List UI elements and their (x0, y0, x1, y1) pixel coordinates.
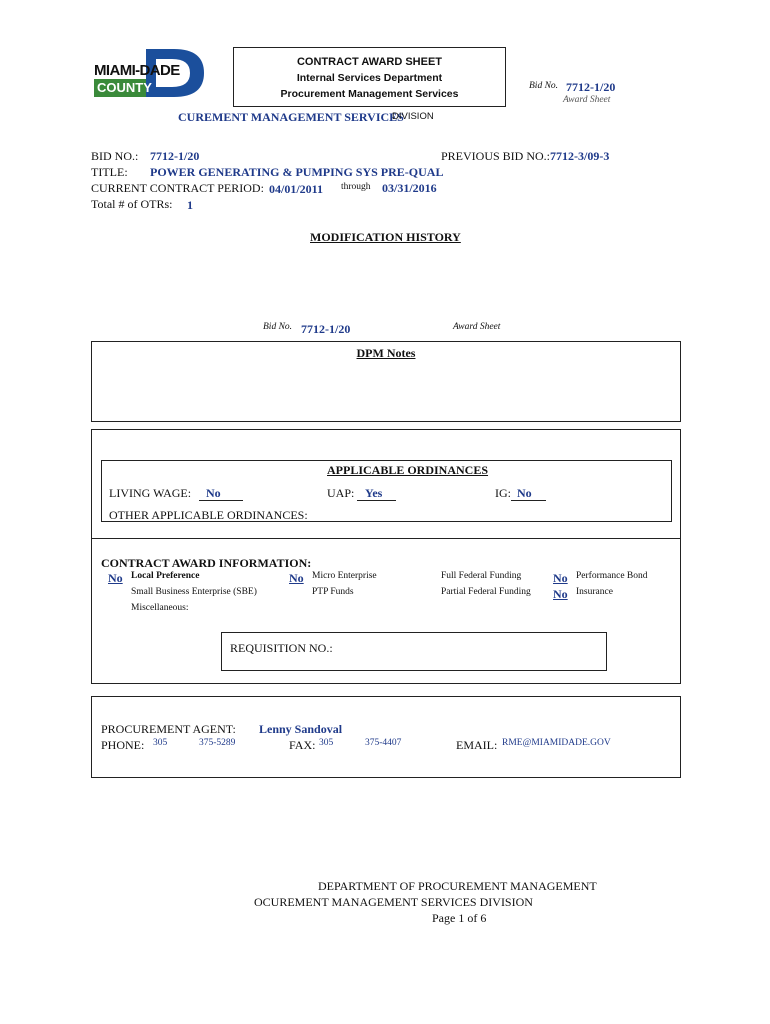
requisition-box (221, 632, 607, 671)
full-federal-funding-label: Full Federal Funding (441, 571, 522, 581)
requisition-label: REQUISITION NO.: (230, 641, 333, 655)
miscellaneous-label: Miscellaneous: (131, 603, 189, 613)
footer-page-number: Page 1 of 6 (432, 911, 487, 925)
division-name: CUREMENT MANAGEMENT SERVICES (178, 110, 404, 124)
performance-bond-value: No (553, 571, 568, 585)
otr-label: Total # of OTRs: (91, 197, 173, 211)
phone-area: 305 (153, 738, 168, 748)
second-bid-label: Bid No. (263, 322, 293, 332)
contract-period-start: 04/01/2011 (269, 182, 324, 196)
logo-text-bottom: COUNTY (97, 80, 152, 95)
uap-label: UAP: (327, 486, 355, 500)
ordinances-heading: APPLICABLE ORDINANCES (327, 463, 489, 477)
previous-bid-value: 7712-3/09-3 (550, 149, 610, 163)
header-award-sheet: Award Sheet (563, 95, 611, 105)
living-wage-label: LIVING WAGE: (109, 486, 192, 500)
miami-dade-logo (94, 47, 206, 99)
living-wage-underline (199, 500, 243, 501)
award-info-heading: CONTRACT AWARD INFORMATION: (101, 556, 312, 570)
ordinances-inner-box (101, 460, 672, 522)
second-award-sheet: Award Sheet (453, 322, 501, 332)
email-label: EMAIL: (456, 738, 498, 752)
header-title: CONTRACT AWARD SHEET (296, 56, 443, 68)
contract-period-end: 03/31/2016 (382, 181, 437, 195)
header-box (233, 47, 506, 107)
fax-number: 375-4407 (365, 738, 402, 748)
other-ordinances-label: OTHER APPLICABLE ORDINANCES: (109, 508, 308, 522)
procurement-agent-label: PROCUREMENT AGENT: (101, 722, 236, 736)
partial-federal-funding-label: Partial Federal Funding (441, 587, 531, 597)
insurance-label: Insurance (576, 587, 613, 597)
header-bid-no: 7712-1/20 (566, 80, 616, 94)
contract-period-label: CURRENT CONTRACT PERIOD: (91, 181, 264, 195)
contract-period-through: through (341, 182, 371, 192)
local-preference-value: No (108, 571, 123, 585)
header-dept: Internal Services Department (296, 72, 443, 84)
local-preference-label: Local Preference (131, 571, 200, 581)
otr-value: 1 (187, 198, 193, 212)
bid-no-label: BID NO.: (91, 149, 139, 163)
fax-area: 305 (319, 738, 334, 748)
micro-enterprise-value: No (289, 571, 304, 585)
sbe-label: Small Business Enterprise (SBE) (131, 587, 257, 597)
title-label: TITLE: (91, 165, 128, 179)
insurance-value: No (553, 587, 568, 601)
bid-no-value: 7712-1/20 (150, 149, 200, 163)
award-info-divider (91, 538, 681, 539)
micro-enterprise-label: Micro Enterprise (312, 571, 377, 581)
uap-underline (357, 500, 396, 501)
footer-department: DEPARTMENT OF PROCUREMENT MANAGEMENT (318, 879, 597, 893)
uap-value: Yes (365, 486, 383, 500)
division-suffix: DIVISION (392, 111, 434, 122)
header-bid-label: Bid No. (529, 81, 559, 91)
second-bid-no: 7712-1/20 (301, 322, 351, 336)
agent-box (91, 696, 681, 778)
logo-text-top: MIAMI-DADE (94, 62, 180, 79)
fax-label: FAX: (289, 738, 316, 752)
phone-label: PHONE: (101, 738, 145, 752)
footer-division: OCUREMENT MANAGEMENT SERVICES DIVISION (254, 895, 533, 909)
header-division: Procurement Management Services (280, 88, 459, 100)
ptp-funds-label: PTP Funds (312, 587, 354, 597)
procurement-agent-name: Lenny Sandoval (259, 722, 343, 736)
title-value: POWER GENERATING & PUMPING SYS PRE-QUAL (150, 165, 444, 179)
dpm-notes-box (91, 341, 681, 422)
living-wage-value: No (206, 486, 221, 500)
dpm-notes-heading: DPM Notes (356, 346, 416, 360)
performance-bond-label: Performance Bond (576, 571, 648, 581)
ig-label: IG: (495, 486, 511, 500)
previous-bid-label: PREVIOUS BID NO.: (441, 149, 551, 163)
ig-underline (511, 500, 546, 501)
email-value[interactable]: RME@MIAMIDADE.GOV (502, 738, 611, 748)
ig-value: No (517, 486, 532, 500)
phone-number: 375-5289 (199, 738, 236, 748)
modification-history-heading: MODIFICATION HISTORY (310, 230, 461, 244)
